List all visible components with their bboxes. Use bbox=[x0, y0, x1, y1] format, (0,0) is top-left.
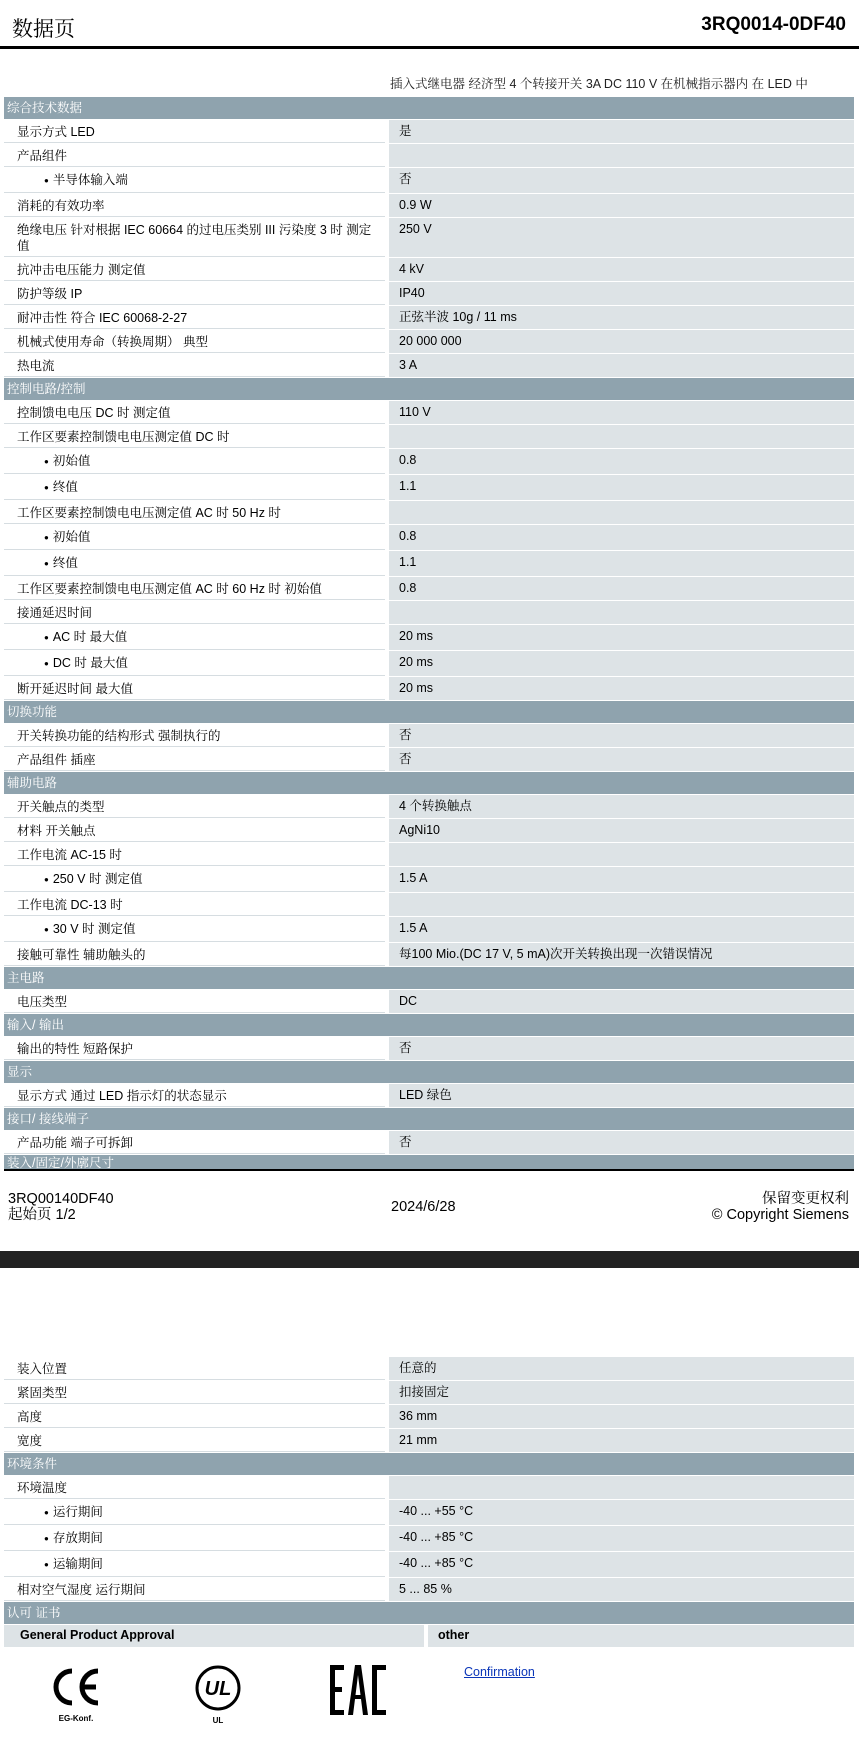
section-header-approvals: 认可 证书 bbox=[4, 1602, 854, 1625]
spec-label: 抗冲击电压能力 测定值 bbox=[4, 258, 385, 281]
spec-row bbox=[4, 1429, 854, 1453]
spec-label: ● 初始值 bbox=[4, 525, 385, 550]
spec-value bbox=[389, 1476, 854, 1499]
page2-top-margin bbox=[0, 1268, 859, 1357]
section-header: 输入/ 输出 bbox=[4, 1014, 854, 1037]
spec-row bbox=[4, 194, 854, 218]
approval-col-other: other bbox=[428, 1625, 854, 1647]
spec-label: 控制馈电电压 DC 时 测定值 bbox=[4, 401, 385, 424]
spec-row bbox=[4, 525, 854, 551]
spec-value: 1.1 bbox=[389, 551, 854, 576]
spec-label: ● AC 时 最大值 bbox=[4, 625, 385, 650]
spec-row bbox=[4, 677, 854, 701]
spec-row bbox=[4, 577, 854, 601]
spec-row bbox=[4, 449, 854, 475]
page-title: 数据页 bbox=[12, 18, 75, 41]
spec-row bbox=[4, 1526, 854, 1552]
spec-row bbox=[4, 1405, 854, 1429]
spec-label: 产品组件 插座 bbox=[4, 748, 385, 771]
spec-label: ● 终值 bbox=[4, 475, 385, 500]
spec-value: 250 V bbox=[389, 218, 854, 257]
ul-caption: UL bbox=[212, 1716, 224, 1725]
spec-row bbox=[4, 1500, 854, 1526]
spec-row bbox=[4, 1037, 854, 1061]
spec-value bbox=[389, 501, 854, 524]
spec-label: ● 终值 bbox=[4, 551, 385, 576]
spec-label: 耐冲击性 符合 IEC 60068-2-27 bbox=[4, 306, 385, 329]
spec-value: 0.9 W bbox=[389, 194, 854, 217]
spec-row bbox=[4, 819, 854, 843]
spec-label: 环境温度 bbox=[4, 1476, 385, 1499]
spec-value bbox=[389, 425, 854, 448]
spec-row bbox=[4, 625, 854, 651]
spec-row bbox=[4, 501, 854, 525]
spec-value: DC bbox=[389, 990, 854, 1013]
section-header: 辅助电路 bbox=[4, 772, 854, 795]
ce-caption: EG-Konf. bbox=[58, 1714, 94, 1723]
spec-row bbox=[4, 943, 854, 967]
spec-label: 消耗的有效功率 bbox=[4, 194, 385, 217]
spec-row bbox=[4, 1381, 854, 1405]
section-header: 显示 bbox=[4, 1061, 854, 1084]
spec-row bbox=[4, 258, 854, 282]
spec-label: 高度 bbox=[4, 1405, 385, 1428]
spec-row bbox=[4, 601, 854, 625]
spec-row bbox=[4, 306, 854, 330]
spec-table-page2 bbox=[4, 1357, 854, 1602]
spec-label: 开关触点的类型 bbox=[4, 795, 385, 818]
section-header: 切换功能 bbox=[4, 701, 854, 724]
spec-label: 工作区要素控制馈电电压测定值 DC 时 bbox=[4, 425, 385, 448]
spec-label: ● 30 V 时 测定值 bbox=[4, 917, 385, 942]
spec-value: 4 个转换触点 bbox=[389, 795, 854, 818]
spec-row bbox=[4, 330, 854, 354]
spec-row bbox=[4, 1131, 854, 1155]
spec-value: 3 A bbox=[389, 354, 854, 377]
spec-row bbox=[4, 354, 854, 378]
spec-label: 电压类型 bbox=[4, 990, 385, 1013]
spec-label: 产品功能 端子可拆卸 bbox=[4, 1131, 385, 1154]
spec-value: -40 ... +85 °C bbox=[389, 1526, 854, 1551]
spec-value: 0.8 bbox=[389, 525, 854, 550]
spec-value: 每100 Mio.(DC 17 V, 5 mA)次开关转换出现一次错误情况 bbox=[389, 943, 854, 966]
spec-value: 110 V bbox=[389, 401, 854, 424]
cut-section-wrap bbox=[4, 1155, 854, 1171]
spec-table-page1 bbox=[4, 97, 854, 1155]
spec-value: 0.8 bbox=[389, 449, 854, 474]
spec-label: 材料 开关触点 bbox=[4, 819, 385, 842]
section-header-mounting: 装入/固定/外廓尺寸 bbox=[4, 1155, 854, 1171]
footer-page: 起始页 1/2 bbox=[8, 1207, 76, 1223]
page-header bbox=[0, 0, 859, 49]
spec-value: 36 mm bbox=[389, 1405, 854, 1428]
spec-label: 工作区要素控制馈电电压测定值 AC 时 50 Hz 时 bbox=[4, 501, 385, 524]
spec-label: 显示方式 LED bbox=[4, 120, 385, 143]
section-header: 环境条件 bbox=[4, 1453, 854, 1476]
spec-row bbox=[4, 218, 854, 258]
spec-row bbox=[4, 893, 854, 917]
spec-value: 20 ms bbox=[389, 651, 854, 676]
spec-label: 宽度 bbox=[4, 1429, 385, 1452]
spec-label: 热电流 bbox=[4, 354, 385, 377]
approvals-table-head bbox=[4, 1625, 854, 1647]
spec-row bbox=[4, 1084, 854, 1108]
spec-label: 接通延迟时间 bbox=[4, 601, 385, 624]
footer-right bbox=[712, 1191, 849, 1223]
spec-value: AgNi10 bbox=[389, 819, 854, 842]
spec-label: 断开延迟时间 最大值 bbox=[4, 677, 385, 700]
spec-value: -40 ... +85 °C bbox=[389, 1552, 854, 1577]
spec-row bbox=[4, 724, 854, 748]
spec-value: 4 kV bbox=[389, 258, 854, 281]
spec-row bbox=[4, 748, 854, 772]
spec-label: 输出的特性 短路保护 bbox=[4, 1037, 385, 1060]
spec-label: ● DC 时 最大值 bbox=[4, 651, 385, 676]
product-code: 3RQ0014-0DF40 bbox=[701, 14, 846, 35]
spec-row bbox=[4, 1357, 854, 1381]
spec-label: ● 初始值 bbox=[4, 449, 385, 474]
footer-copyright: © Copyright Siemens bbox=[711, 1207, 849, 1223]
spec-row bbox=[4, 1476, 854, 1500]
spec-row bbox=[4, 120, 854, 144]
spec-label: ● 存放期间 bbox=[4, 1526, 385, 1551]
spec-row bbox=[4, 843, 854, 867]
spec-label: 显示方式 通过 LED 指示灯的状态显示 bbox=[4, 1084, 385, 1107]
spec-label: 装入位置 bbox=[4, 1357, 385, 1380]
product-description bbox=[0, 49, 859, 91]
spec-value: 扣接固定 bbox=[389, 1381, 854, 1404]
section-header: 综合技术数据 bbox=[4, 97, 854, 120]
section-header: 控制电路/控制 bbox=[4, 378, 854, 401]
spec-label: 绝缘电压 针对根据 IEC 60664 的过电压类别 III 污染度 3 时 测定值 bbox=[4, 218, 385, 257]
spec-value: 5 ... 85 % bbox=[389, 1578, 854, 1601]
footer-rights: 保留变更权利 bbox=[762, 1191, 849, 1207]
spec-value: 20 000 000 bbox=[389, 330, 854, 353]
spec-label: 工作电流 AC-15 时 bbox=[4, 843, 385, 866]
spec-row bbox=[4, 401, 854, 425]
svg-text:UL: UL bbox=[204, 1678, 232, 1700]
spec-label: 紧固类型 bbox=[4, 1381, 385, 1404]
spec-row bbox=[4, 168, 854, 194]
page-footer bbox=[0, 1171, 859, 1251]
spec-value: 20 ms bbox=[389, 625, 854, 650]
spec-value: 任意的 bbox=[389, 1357, 854, 1380]
spec-row bbox=[4, 1578, 854, 1602]
spec-value: 正弦半波 10g / 11 ms bbox=[389, 306, 854, 329]
spec-value bbox=[389, 601, 854, 624]
spec-value: IP40 bbox=[389, 282, 854, 305]
approval-logos bbox=[0, 1647, 859, 1743]
confirmation-link[interactable]: Confirmation bbox=[464, 1665, 535, 1679]
eac-mark-icon bbox=[328, 1663, 388, 1722]
spec-value bbox=[389, 144, 854, 167]
spec-value: 否 bbox=[389, 168, 854, 193]
spec-label: 机械式使用寿命（转换周期） 典型 bbox=[4, 330, 385, 353]
footer-date: 2024/6/28 bbox=[391, 1199, 456, 1215]
spec-value: 否 bbox=[389, 1037, 854, 1060]
spec-label: 防护等级 IP bbox=[4, 282, 385, 305]
spec-label: 产品组件 bbox=[4, 144, 385, 167]
page-separator bbox=[0, 1251, 859, 1268]
spec-value: LED 绿色 bbox=[389, 1084, 854, 1107]
spec-label: 相对空气湿度 运行期间 bbox=[4, 1578, 385, 1601]
spec-label: 工作电流 DC-13 时 bbox=[4, 893, 385, 916]
spec-row bbox=[4, 651, 854, 677]
spec-row bbox=[4, 1552, 854, 1578]
approvals-section bbox=[4, 1602, 854, 1625]
spec-label: ● 运行期间 bbox=[4, 1500, 385, 1525]
spec-value: 0.8 bbox=[389, 577, 854, 600]
spec-row bbox=[4, 867, 854, 893]
spec-value: 是 bbox=[389, 120, 854, 143]
section-header: 主电路 bbox=[4, 967, 854, 990]
footer-left bbox=[8, 1191, 114, 1223]
spec-row bbox=[4, 795, 854, 819]
spec-value: 否 bbox=[389, 724, 854, 747]
spec-row bbox=[4, 425, 854, 449]
spec-value: 1.1 bbox=[389, 475, 854, 500]
spec-row bbox=[4, 144, 854, 168]
spec-row bbox=[4, 551, 854, 577]
spec-row bbox=[4, 917, 854, 943]
approval-col-general: General Product Approval bbox=[4, 1625, 424, 1647]
spec-value: 1.5 A bbox=[389, 867, 854, 892]
spec-label: 开关转换功能的结构形式 强制执行的 bbox=[4, 724, 385, 747]
spec-label: ● 250 V 时 测定值 bbox=[4, 867, 385, 892]
spec-label: 工作区要素控制馈电电压测定值 AC 时 60 Hz 时 初始值 bbox=[4, 577, 385, 600]
spec-label: ● 运输期间 bbox=[4, 1552, 385, 1577]
spec-label: ● 半导体输入端 bbox=[4, 168, 385, 193]
spec-row bbox=[4, 282, 854, 306]
spec-row bbox=[4, 475, 854, 501]
section-header: 接口/ 接线端子 bbox=[4, 1108, 854, 1131]
spec-value bbox=[389, 843, 854, 866]
spec-value: 否 bbox=[389, 748, 854, 771]
spec-label: 接触可靠性 辅助触头的 bbox=[4, 943, 385, 966]
spec-value: 否 bbox=[389, 1131, 854, 1154]
spec-value: 21 mm bbox=[389, 1429, 854, 1452]
spec-row bbox=[4, 990, 854, 1014]
footer-code: 3RQ00140DF40 bbox=[8, 1191, 114, 1207]
ul-mark-icon bbox=[193, 1665, 243, 1725]
spec-value: 20 ms bbox=[389, 677, 854, 700]
spec-value: 1.5 A bbox=[389, 917, 854, 942]
spec-value bbox=[389, 893, 854, 916]
ce-mark-icon bbox=[50, 1667, 102, 1723]
spec-value: -40 ... +55 °C bbox=[389, 1500, 854, 1525]
product-description-text: 插入式继电器 经济型 4 个转接开关 3A DC 110 V 在机械指示器内 在 LED 中 bbox=[390, 77, 808, 91]
